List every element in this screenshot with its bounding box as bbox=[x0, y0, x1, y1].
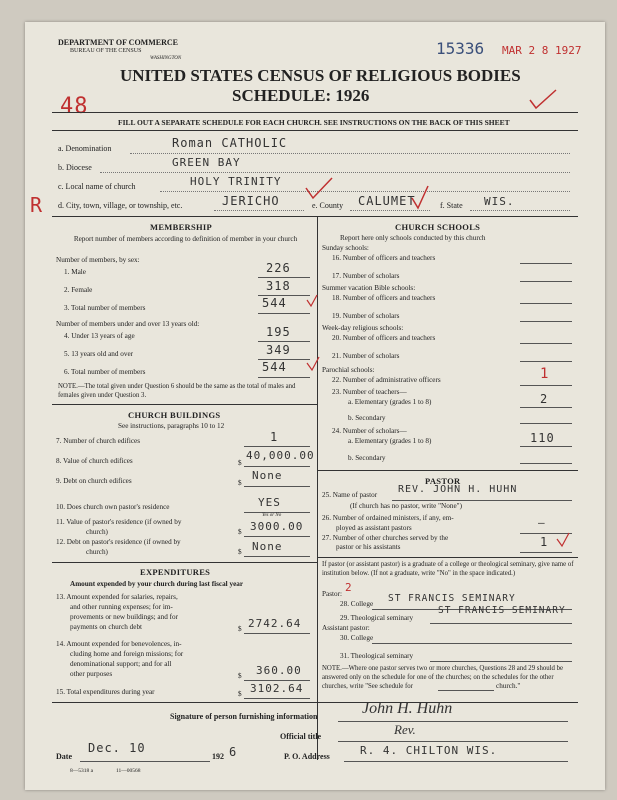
dollar-sign: $ bbox=[238, 625, 242, 633]
q30-label: 30. College bbox=[340, 634, 374, 642]
over13-value: 349 bbox=[266, 343, 291, 357]
college-value: ST FRANCIS SEMINARY bbox=[388, 593, 516, 604]
q25-hint: (If church has no pastor, write "None") bbox=[350, 502, 462, 510]
q26-label-2: ployed as assistant pastors bbox=[336, 524, 412, 532]
membership-sub1: Number of members, by sex: bbox=[56, 256, 140, 264]
elementary-teachers-value: 2 bbox=[540, 392, 549, 406]
q27-label: 27. Number of other churches served by the bbox=[322, 534, 449, 542]
dollar-sign: $ bbox=[238, 548, 242, 556]
q24-label: 24. Number of scholars— bbox=[332, 427, 407, 435]
divider bbox=[52, 216, 578, 217]
pastor-sublabel: Pastor: bbox=[322, 590, 342, 598]
dollar-sign: $ bbox=[238, 479, 242, 487]
red-mark: R bbox=[30, 193, 44, 217]
debt-value: None bbox=[252, 469, 283, 482]
membership-intro: Report number of members according to definition of member in your church bbox=[73, 235, 298, 243]
elementary-scholars-value: 110 bbox=[530, 431, 555, 445]
membership-heading: MEMBERSHIP bbox=[150, 222, 213, 232]
q24a-label: a. Elementary (grades 1 to 8) bbox=[348, 437, 432, 445]
diocese-value: GREEN BAY bbox=[172, 156, 241, 169]
q16-label: 16. Number of officers and teachers bbox=[332, 254, 436, 262]
benevolences-value: 360.00 bbox=[256, 664, 302, 677]
q22-label: 22. Number of administrative officers bbox=[332, 376, 441, 384]
pastor-name-value: REV. JOHN H. HUHN bbox=[398, 484, 518, 495]
q11-label-2: church) bbox=[86, 528, 108, 536]
print-code: 11—00568 bbox=[116, 768, 141, 774]
divider bbox=[52, 702, 578, 703]
admin-officers-value: 1 bbox=[540, 366, 550, 382]
stamp-date: MAR 2 8 1927 bbox=[502, 44, 582, 57]
dollar-sign: $ bbox=[238, 672, 242, 680]
q19-label: 19. Number of scholars bbox=[332, 312, 400, 320]
note-end: church." bbox=[496, 682, 521, 690]
multiple-churches-note: NOTE.—Where one pastor serves two or more churches, Questions 28 and 29 should be answered only on the schedule for one of the churches; on the schedules for the other churches, write "See schedule for bbox=[322, 665, 564, 690]
red-number: 48 bbox=[60, 94, 89, 119]
q7-label: 7. Number of church edifices bbox=[56, 437, 141, 445]
dollar-sign: $ bbox=[238, 528, 242, 536]
q24b-label: b. Secondary bbox=[348, 454, 386, 462]
total-expenditures-value: 3102.64 bbox=[250, 682, 304, 695]
q26-label: 26. Number of ordained ministers, if any, em- bbox=[322, 514, 454, 522]
title-value: Rev. bbox=[394, 722, 416, 737]
q13-line1: 13. Amount expended for salaries, repairs, bbox=[56, 593, 178, 601]
residence-debt-value: None bbox=[252, 540, 283, 553]
female-value: 318 bbox=[266, 279, 291, 293]
city-value: JERICHO bbox=[222, 194, 280, 208]
q4-label: 4. Under 13 years of age bbox=[64, 332, 135, 340]
denomination-value: Roman CATHOLIC bbox=[172, 136, 288, 150]
department-label: DEPARTMENT OF COMMERCE bbox=[58, 38, 179, 47]
form-number: 8—5318 a bbox=[70, 768, 94, 774]
male-value: 226 bbox=[266, 261, 291, 275]
q15-label: 15. Total expenditures during year bbox=[56, 688, 155, 696]
year-digit: 6 bbox=[229, 745, 238, 759]
edifice-value: 40,000.00 bbox=[246, 449, 315, 462]
weekday-schools-label: Week-day religious schools: bbox=[322, 324, 404, 332]
sunday-schools-label: Sunday schools: bbox=[322, 244, 369, 252]
under13-value: 195 bbox=[266, 325, 291, 339]
city-label: d. City, town, village, or township, etc. bbox=[58, 201, 183, 210]
divider bbox=[317, 557, 578, 558]
q14-line4: other purposes bbox=[70, 670, 113, 678]
q12-label-2: church) bbox=[86, 548, 108, 556]
signature-value: John H. Huhn bbox=[362, 700, 453, 717]
pastor-heading: PASTOR bbox=[425, 476, 461, 486]
state-label: f. State bbox=[440, 201, 463, 210]
form-title: UNITED STATES CENSUS OF RELIGIOUS BODIES bbox=[120, 66, 521, 85]
divider bbox=[52, 404, 317, 405]
q10-label: 10. Does church own pastor's residence bbox=[56, 503, 170, 511]
city-label: WASHINGTON bbox=[150, 56, 182, 61]
q14-line2: cluding home and foreign missions; for bbox=[70, 650, 184, 658]
po-address-label: P. O. Address bbox=[284, 752, 330, 761]
q21-label: 21. Number of scholars bbox=[332, 352, 400, 360]
stamp-number: 15336 bbox=[436, 39, 485, 58]
q23-label: 23. Number of teachers— bbox=[332, 388, 407, 396]
bureau-label: BUREAU OF THE CENSUS bbox=[70, 48, 142, 54]
divider bbox=[317, 470, 578, 471]
denomination-label: a. Denomination bbox=[58, 144, 112, 153]
q13-line2: and other running expenses; for im- bbox=[70, 603, 173, 611]
total-value-q3: 544 bbox=[262, 296, 287, 310]
po-address-value: R. 4. CHILTON WIS. bbox=[360, 744, 498, 757]
assistant-pastors-value: – bbox=[538, 516, 546, 529]
graduate-note: If pastor (or assistant pastor) is a graduate of a college or theological seminary, give name of institution below. (If not a graduate, write "No" in the space indicated.) bbox=[322, 561, 574, 577]
running-expenses-value: 2742.64 bbox=[248, 617, 302, 630]
q23a-label: a. Elementary (grades 1 to 8) bbox=[348, 398, 432, 406]
q11-label: 11. Value of pastor's residence (if owned by bbox=[56, 518, 182, 526]
dollar-sign: $ bbox=[238, 690, 242, 698]
dollar-sign: $ bbox=[238, 459, 242, 467]
q17-label: 17. Number of scholars bbox=[332, 272, 400, 280]
q9-label: 9. Debt on church edifices bbox=[56, 477, 132, 485]
residence-value: 3000.00 bbox=[250, 520, 304, 533]
year-prefix: 192 bbox=[212, 752, 224, 761]
expenditures-heading: EXPENDITURES bbox=[140, 567, 211, 577]
summer-schools-label: Summer vacation Bible schools: bbox=[322, 284, 416, 292]
buildings-heading: CHURCH BUILDINGS bbox=[128, 410, 221, 420]
date-value: Dec. 10 bbox=[88, 741, 146, 755]
membership-note: NOTE.—The total given under Question 6 should be the same as the total of males and females given under Question 3. bbox=[58, 383, 296, 399]
q13-line4: payments on church debt bbox=[70, 623, 143, 631]
schools-heading: CHURCH SCHOOLS bbox=[395, 222, 481, 232]
divider bbox=[52, 112, 578, 113]
q20-label: 20. Number of officers and teachers bbox=[332, 334, 436, 342]
total-value-q6: 544 bbox=[262, 360, 287, 374]
q1-label: 1. Male bbox=[64, 268, 86, 276]
q13-line3: provements or new buildings; and for bbox=[70, 613, 178, 621]
divider bbox=[52, 562, 317, 563]
q6-label: 6. Total number of members bbox=[64, 368, 146, 376]
diocese-label: b. Diocese bbox=[58, 163, 92, 172]
check-mark-icon bbox=[556, 532, 570, 548]
membership-sub2: Number of members under and over 13 years old: bbox=[56, 320, 200, 328]
schedule-title: SCHEDULE: 1926 bbox=[232, 86, 370, 105]
q8-label: 8. Value of church edifices bbox=[56, 457, 133, 465]
parochial-schools-label: Parochial schools: bbox=[322, 366, 375, 374]
schools-intro: Report here only schools conducted by this church bbox=[340, 234, 486, 242]
other-churches-value: 1 bbox=[540, 535, 549, 549]
county-label: e. County bbox=[312, 201, 344, 210]
check-mark-icon bbox=[528, 88, 558, 110]
q3-label: 3. Total number of members bbox=[64, 304, 146, 312]
date-label: Date bbox=[56, 752, 72, 761]
check-mark-icon bbox=[306, 294, 318, 308]
check-mark-icon bbox=[306, 356, 320, 372]
expenditures-sub: Amount expended by your church during last fiscal year bbox=[70, 580, 244, 588]
q14-line1: 14. Amount expended for benevolences, in- bbox=[56, 640, 182, 648]
buildings-sub: See instructions, paragraphs 10 to 12 bbox=[118, 422, 225, 430]
q23b-label: b. Secondary bbox=[348, 414, 386, 422]
q27-label-2: pastor or his assistants bbox=[336, 543, 401, 551]
state-value: WIS. bbox=[484, 195, 515, 208]
q25-label: 25. Name of pastor bbox=[322, 491, 378, 499]
q31-label: 31. Theological seminary bbox=[340, 652, 414, 660]
q5-label: 5. 13 years old and over bbox=[64, 350, 134, 358]
q2-label: 2. Female bbox=[64, 286, 93, 294]
check-mark-icon bbox=[304, 176, 334, 202]
q28-label: 28. College bbox=[340, 600, 374, 608]
check-mark-icon bbox=[410, 184, 430, 210]
county-value: CALUMET bbox=[358, 194, 416, 208]
local-name-value: HOLY TRINITY bbox=[190, 175, 282, 188]
signature-label: Signature of person furnishing information bbox=[170, 712, 318, 721]
instruction-text: FILL OUT A SEPARATE SCHEDULE FOR EACH CHURCH. SEE INSTRUCTIONS ON THE BACK OF THIS SHEET bbox=[118, 118, 510, 127]
q14-line3: denominational support; and for all bbox=[70, 660, 172, 668]
q12-label: 12. Debt on pastor's residence (if owned by bbox=[56, 538, 181, 546]
assistant-pastor-sublabel: Assistant pastor: bbox=[322, 624, 370, 632]
red-mark: 2 bbox=[345, 581, 353, 594]
title-label: Official title bbox=[280, 732, 322, 741]
divider bbox=[52, 130, 578, 131]
q29-label: 29. Theological seminary bbox=[340, 614, 414, 622]
yes-or-no-hint: Yes or No bbox=[262, 513, 282, 518]
seminary-value: ST FRANCIS SEMINARY bbox=[438, 605, 566, 616]
residence-owned-value: YES bbox=[258, 496, 281, 509]
q18-label: 18. Number of officers and teachers bbox=[332, 294, 436, 302]
edifices-value: 1 bbox=[270, 430, 279, 444]
local-name-label: c. Local name of church bbox=[58, 182, 136, 191]
